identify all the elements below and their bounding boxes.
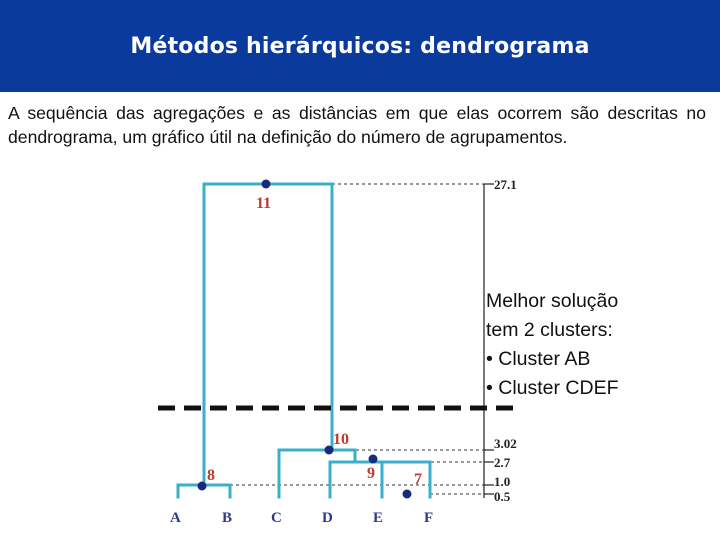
node-dot-7: [403, 490, 412, 499]
reference-lines: [230, 184, 484, 494]
leaf-label-c: C: [271, 510, 282, 526]
leaf-label-e: E: [373, 510, 384, 526]
node-dot-11: [262, 180, 271, 189]
node-label-10: 10: [333, 431, 349, 448]
slide-title: Métodos hierárquicos: dendrograma: [130, 33, 590, 59]
height-label-2.7: 2.7: [494, 455, 511, 470]
height-label-3.02: 3.02: [494, 436, 517, 451]
node-label-7: 7: [414, 471, 422, 488]
intro-paragraph: A sequência das agregações e as distâncias em que elas ocorrem são descritas no dendrograma, um gráfico útil na definição do número de agrupamentos.: [8, 103, 706, 147]
annotation-box: [486, 287, 686, 403]
leaf-label-a: A: [170, 510, 181, 526]
branch-c-def: [279, 450, 355, 497]
node-label-9: 9: [367, 465, 375, 482]
annotation-line-1: Melhor solução: [486, 290, 619, 312]
height-label-1.0: 1.0: [494, 474, 511, 489]
leaf-label-d: D: [322, 510, 333, 526]
annotation-line-3: • Cluster AB: [486, 348, 591, 370]
leaf-label-b: B: [222, 510, 233, 526]
annotation-line-2: tem 2 clusters:: [486, 319, 613, 341]
node-dot-9: [369, 455, 378, 464]
height-label-27.1: 27.1: [494, 177, 517, 192]
node-label-8: 8: [207, 467, 215, 484]
node-dot-8: [198, 482, 207, 491]
annotation-line-4: • Cluster CDEF: [486, 377, 619, 399]
leaf-label-f: F: [424, 510, 434, 526]
node-label-11: 11: [256, 195, 272, 212]
branch-ab-cdef: [204, 184, 332, 485]
height-label-0.5: 0.5: [494, 489, 511, 504]
